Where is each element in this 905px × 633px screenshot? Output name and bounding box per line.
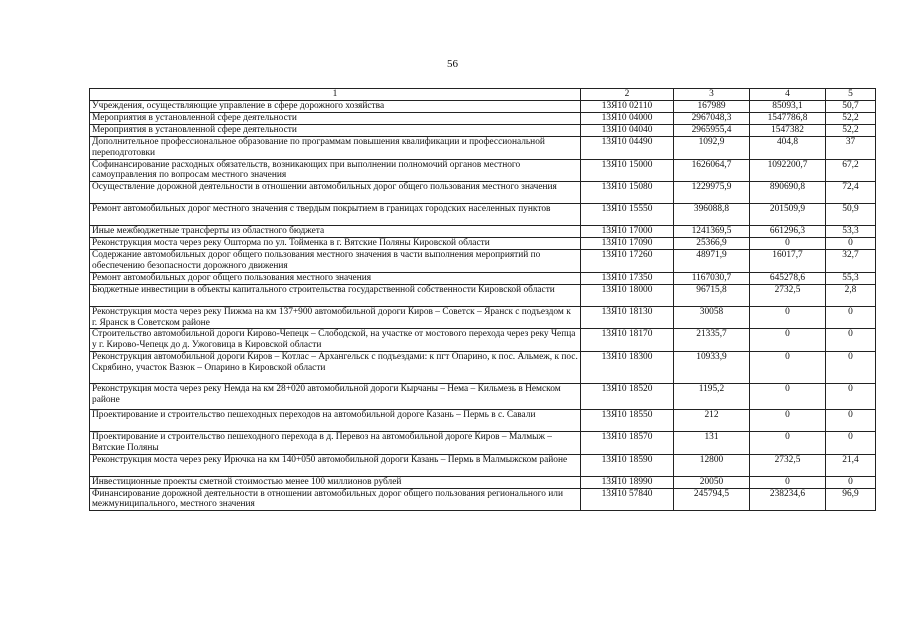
table-row [90, 306, 876, 329]
row-fact-cell: 0 [750, 238, 826, 250]
row-plan-cell: 167989 [674, 101, 750, 113]
row-fact-cell: 201509,9 [750, 204, 826, 226]
row-fact-cell: 0 [750, 329, 826, 352]
table-row [90, 204, 876, 226]
row-plan-cell: 1241369,5 [674, 226, 750, 238]
row-plan-cell: 48971,9 [674, 250, 750, 273]
row-percent-cell: 96,9 [826, 488, 876, 511]
row-percent-cell: 32,7 [826, 250, 876, 273]
row-plan-cell: 131 [674, 431, 750, 454]
row-code-cell: 13Я10 17350 [581, 272, 674, 284]
row-fact-cell: 404,8 [750, 137, 826, 160]
row-percent-cell: 55,3 [826, 272, 876, 284]
row-name-cell: Осуществление дорожной деятельности в отношении автомобильных дорог общего пользования местного значения [90, 182, 581, 204]
row-plan-cell: 245794,5 [674, 488, 750, 511]
row-name-cell: Инвестиционные проекты сметной стоимостью менее 100 миллионов рублей [90, 476, 581, 488]
row-percent-cell: 0 [826, 351, 876, 383]
row-code-cell: 13Я10 17260 [581, 250, 674, 273]
row-code-cell: 13Я10 57840 [581, 488, 674, 511]
row-name-cell: Софинансирование расходных обязательств, возникающих при выполнении полномочий органов местного самоуправления по вопросам местного значения [90, 159, 581, 182]
table-row [90, 329, 876, 352]
row-plan-cell: 1092,9 [674, 137, 750, 160]
row-percent-cell: 0 [826, 409, 876, 431]
table-row [90, 454, 876, 476]
row-plan-cell: 2965955,4 [674, 125, 750, 137]
row-fact-cell: 16017,7 [750, 250, 826, 273]
row-percent-cell: 53,3 [826, 226, 876, 238]
row-percent-cell: 21,4 [826, 454, 876, 476]
table-row [90, 488, 876, 511]
row-code-cell: 13Я10 18550 [581, 409, 674, 431]
row-plan-cell: 212 [674, 409, 750, 431]
row-name-cell: Мероприятия в установленной сфере деятельности [90, 113, 581, 125]
row-percent-cell: 0 [826, 238, 876, 250]
header-col-5: 5 [826, 89, 876, 101]
row-fact-cell: 0 [750, 351, 826, 383]
row-code-cell: 13Я10 02110 [581, 101, 674, 113]
row-fact-cell: 0 [750, 383, 826, 409]
row-code-cell: 13Я10 15080 [581, 182, 674, 204]
table-row [90, 137, 876, 160]
table-row [90, 431, 876, 454]
row-code-cell: 13Я10 15550 [581, 204, 674, 226]
row-name-cell: Содержание автомобильных дорог общего пользования местного значения в части выполнения мероприятий по обеспечению безопасности дорожного движения [90, 250, 581, 273]
row-fact-cell: 0 [750, 409, 826, 431]
row-fact-cell: 85093,1 [750, 101, 826, 113]
table-row [90, 101, 876, 113]
header-col-3: 3 [674, 89, 750, 101]
row-fact-cell: 645278,6 [750, 272, 826, 284]
row-plan-cell: 30058 [674, 306, 750, 329]
row-name-cell: Бюджетные инвестиции в объекты капитального строительства государственной собственности Кировской области [90, 284, 581, 306]
row-code-cell: 13Я10 15000 [581, 159, 674, 182]
row-name-cell: Ремонт автомобильных дорог общего пользования местного значения [90, 272, 581, 284]
row-plan-cell: 1167030,7 [674, 272, 750, 284]
row-name-cell: Дополнительное профессиональное образование по программам повышения квалификации и профессиональной переподготовки [90, 137, 581, 160]
table-row [90, 159, 876, 182]
row-code-cell: 13Я10 18570 [581, 431, 674, 454]
row-fact-cell: 1547786,8 [750, 113, 826, 125]
row-code-cell: 13Я10 17000 [581, 226, 674, 238]
row-percent-cell: 37 [826, 137, 876, 160]
table-row [90, 409, 876, 431]
row-fact-cell: 1547382 [750, 125, 826, 137]
row-plan-cell: 20050 [674, 476, 750, 488]
row-name-cell: Учреждения, осуществляющие управление в сфере дорожного хозяйства [90, 101, 581, 113]
row-fact-cell: 1092200,7 [750, 159, 826, 182]
row-plan-cell: 2967048,3 [674, 113, 750, 125]
row-plan-cell: 25366,9 [674, 238, 750, 250]
row-name-cell: Реконструкция моста через реку Пижма на км 137+900 автомобильной дороги Киров – Советск – Яранск с подъездом к г. Яранск в Советском районе [90, 306, 581, 329]
row-fact-cell: 661296,3 [750, 226, 826, 238]
row-fact-cell: 0 [750, 431, 826, 454]
row-fact-cell: 2732,5 [750, 454, 826, 476]
row-fact-cell: 2732,5 [750, 284, 826, 306]
row-percent-cell: 0 [826, 329, 876, 352]
page-number: 56 [447, 58, 458, 70]
table-header-row [90, 89, 876, 101]
header-col-1: 1 [90, 89, 581, 101]
table-row [90, 476, 876, 488]
row-code-cell: 13Я10 04490 [581, 137, 674, 160]
row-name-cell: Иные межбюджетные трансферты из областного бюджета [90, 226, 581, 238]
row-percent-cell: 0 [826, 431, 876, 454]
row-name-cell: Мероприятия в установленной сфере деятельности [90, 125, 581, 137]
row-code-cell: 13Я10 04000 [581, 113, 674, 125]
row-percent-cell: 0 [826, 383, 876, 409]
row-percent-cell: 67,2 [826, 159, 876, 182]
row-code-cell: 13Я10 18990 [581, 476, 674, 488]
row-name-cell: Реконструкция автомобильной дороги Киров – Котлас – Архангельск с подъездами: к пгт Опарино, к пос. Альмеж, к пос. Скрябино, участок Вазюк – Опарино в Кировской области [90, 351, 581, 383]
table-row [90, 113, 876, 125]
table-row [90, 238, 876, 250]
table-row [90, 125, 876, 137]
row-percent-cell: 2,8 [826, 284, 876, 306]
row-plan-cell: 10933,9 [674, 351, 750, 383]
row-percent-cell: 50,7 [826, 101, 876, 113]
row-name-cell: Ремонт автомобильных дорог местного значения с твердым покрытием в границах городских населенных пунктов [90, 204, 581, 226]
row-percent-cell: 52,2 [826, 113, 876, 125]
row-plan-cell: 21335,7 [674, 329, 750, 352]
row-code-cell: 13Я10 18520 [581, 383, 674, 409]
row-code-cell: 13Я10 18130 [581, 306, 674, 329]
row-fact-cell: 890690,8 [750, 182, 826, 204]
row-percent-cell: 50,9 [826, 204, 876, 226]
table-row [90, 351, 876, 383]
table-row [90, 250, 876, 273]
row-percent-cell: 72,4 [826, 182, 876, 204]
table-row [90, 383, 876, 409]
row-percent-cell: 0 [826, 306, 876, 329]
row-code-cell: 13Я10 17090 [581, 238, 674, 250]
row-name-cell: Реконструкция моста через реку Немда на км 28+020 автомобильной дороги Кырчаны – Нема – Кильмезь в Немском районе [90, 383, 581, 409]
row-name-cell: Проектирование и строительство пешеходных переходов на автомобильной дороге Казань – Пермь в с. Савали [90, 409, 581, 431]
row-plan-cell: 1229975,9 [674, 182, 750, 204]
row-fact-cell: 0 [750, 476, 826, 488]
row-code-cell: 13Я10 18170 [581, 329, 674, 352]
header-col-4: 4 [750, 89, 826, 101]
row-plan-cell: 1626064,7 [674, 159, 750, 182]
row-percent-cell: 0 [826, 476, 876, 488]
header-col-2: 2 [581, 89, 674, 101]
table-row [90, 284, 876, 306]
table-row [90, 272, 876, 284]
row-percent-cell: 52,2 [826, 125, 876, 137]
row-code-cell: 13Я10 18000 [581, 284, 674, 306]
row-name-cell: Реконструкция моста через реку Ошторма по ул. Тойменка в г. Вятские Поляны Кировской области [90, 238, 581, 250]
row-name-cell: Финансирование дорожной деятельности в отношении автомобильных дорог общего пользования регионального или межмуниципального, местного значения [90, 488, 581, 511]
row-fact-cell: 238234,6 [750, 488, 826, 511]
row-plan-cell: 96715,8 [674, 284, 750, 306]
row-name-cell: Строительство автомобильной дороги Кирово-Чепецк – Слободской, на участке от мостового перехода через реку Чепца у г. Кирово-Чепецк до д. Ужоговица в Кировской области [90, 329, 581, 352]
row-plan-cell: 1195,2 [674, 383, 750, 409]
table-row [90, 226, 876, 238]
row-plan-cell: 12800 [674, 454, 750, 476]
row-code-cell: 13Я10 18590 [581, 454, 674, 476]
row-name-cell: Проектирование и строительство пешеходного перехода в д. Перевоз на автомобильной дороге Киров – Малмыж – Вятские Поляны [90, 431, 581, 454]
row-code-cell: 13Я10 04040 [581, 125, 674, 137]
row-name-cell: Реконструкция моста через реку Ирючка на км 140+050 автомобильной дороги Казань – Пермь в Малмыжском районе [90, 454, 581, 476]
row-code-cell: 13Я10 18300 [581, 351, 674, 383]
table-row [90, 182, 876, 204]
row-plan-cell: 396088,8 [674, 204, 750, 226]
budget-table [89, 88, 876, 511]
row-fact-cell: 0 [750, 306, 826, 329]
